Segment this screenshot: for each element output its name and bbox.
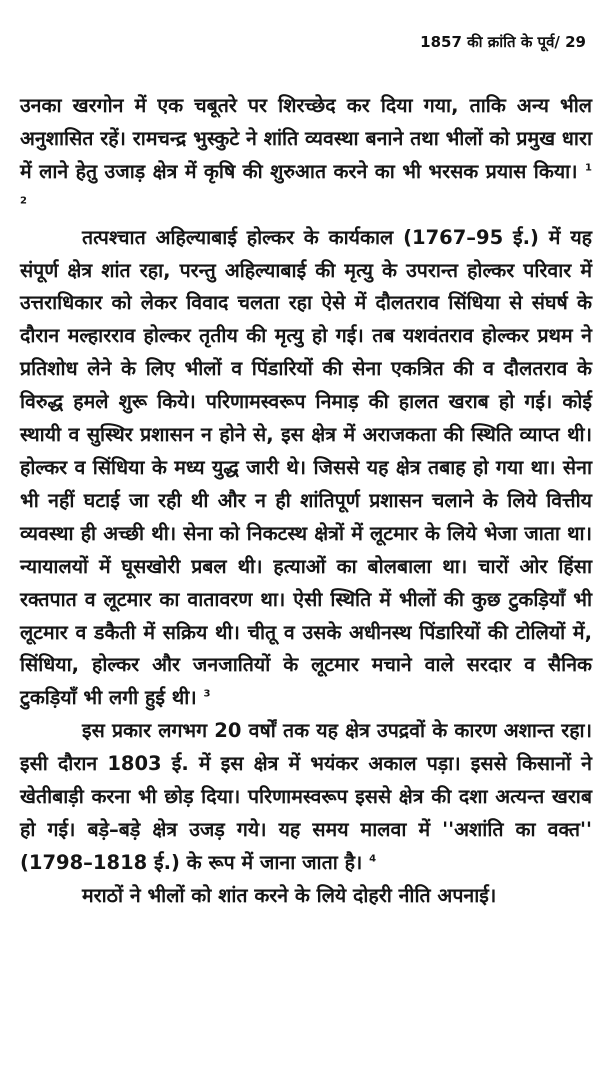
paragraph-4-text: मराठों ने भीलों को शांत करने के लिये दोहरी नीति अपनाई।	[82, 883, 497, 907]
footnote-ref-1: 1	[585, 162, 592, 174]
paragraph-3	[20, 715, 592, 880]
paragraph-1	[20, 90, 592, 222]
paragraph-2-text: तत्पश्चात अहिल्याबाई होल्कर के कार्यकाल (1767–95 ई.) में यह संपूर्ण क्षेत्र शांत रहा, परन्तु अहिल्याबाई की मृत्यु के उपरान्त होल्कर परिवार में उत्तराधिकार को लेकर विवाद चलता रहा ऐसे में दौलतराव सिंधिया से संघर्ष के दौरान मल्हारराव होल्कर तृतीय की मृत्यु हो गई। तब यशवंतराव होल्कर प्रथम ने प्रतिशोध लेने के लिए भीलों व पिंडारियों की सेना एकत्रित की व दौलतराव के विरुद्ध हमले शुरू किये। परिणामस्वरूप निमाड़ की हालत खराब हो गई। कोई स्थायी व सुस्थिर प्रशासन न होने से, इस क्षेत्र में अराजकता की स्थिति व्याप्त थी। होल्कर व सिंधिया के मध्य युद्ध जारी थे। जिससे यह क्षेत्र तबाह हो गया था। सेना भी नहीं घटाई जा रही थी और न ही शांतिपूर्ण प्रशासन चलाने के लिये वित्तीय व्यवस्था ही अच्छी थी। सेना को निकटस्थ क्षेत्रों में लूटमार के लिये भेजा जाता था। न्यायालयों में घूसखोरी प्रबल थी। हत्याओं का बोलबाला था। चारों ओर हिंसा रक्तपात व लूटमार का वातावरण था। ऐसी स्थिति में भीलों की कुछ टुकड़ियाँ भी लूटमार व डकैती में सक्रिय थी। चीतू व उसके अधीनस्थ पिंडारियों की टोलियों में, सिंधिया, होल्कर और जनजातियों के लूटमार मचाने वाले सरदार व सैनिक टुकड़ियाँ भी लगी हुई थी।	[20, 225, 592, 710]
footnote-ref-3: 3	[203, 688, 211, 700]
paragraph-3-text: इस प्रकार लगभग 20 वर्षों तक यह क्षेत्र उपद्रवों के कारण अशान्त रहा। इसी दौरान 1803 ई. में इस क्षेत्र में भयंकर अकाल पड़ा। इससे किसानों ने खेतीबाड़ी करना भी छोड़ दिया। परिणामस्वरूप इससे क्षेत्र की दशा अत्यन्त खराब हो गई। बड़े–बड़े क्षेत्र उजड़ गये। यह समय मालवा में ''अशांति का वक्त'' (1798–1818 ई.) के रूप में जाना जाता है।	[20, 719, 592, 874]
footnote-ref-2: 2	[20, 195, 27, 207]
paragraph-1-text: उनका खरगोन में एक चबूतरे पर शिरच्छेद कर दिया गया, ताकि अन्य भील अनुशासित रहें। रामचन्द्र भुस्कुटे ने शांति व्यवस्था बनाने तथा भीलों को प्रमुख धारा में लाने हेतु उजाड़ क्षेत्र में कृषि की शुरुआत करने का भी भरसक प्रयास किया।	[20, 94, 592, 183]
document-body	[20, 90, 592, 913]
paragraph-4	[20, 880, 592, 913]
paragraph-2	[20, 222, 592, 716]
footnote-ref-4: 4	[369, 853, 377, 865]
running-header: 1857 की क्रांति के पूर्व/ 29	[420, 33, 586, 51]
